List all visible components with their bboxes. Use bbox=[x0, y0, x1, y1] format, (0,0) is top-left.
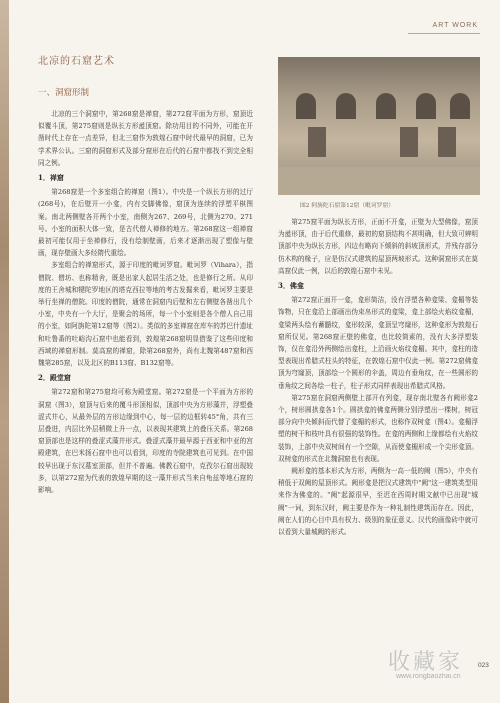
photo-arch bbox=[376, 93, 396, 119]
photo-arch bbox=[296, 93, 316, 119]
paragraph: 第275窟平面为纵长方形，正面不开龛，正壁为大型佛像，窟顶为盝形顶，由于后代重修，最初的窟顶结构不甚明确，但大致可辨明顶部中央为纵长方形，四边有略向下倾斜的斜坡顶形式，并残存部分仿木构的椽子，应是仿汉式建筑的屋顶两坡形式。这种洞窟形式在莫高窟仅此一例，以后的敦煌石窟中未见。 bbox=[278, 218, 478, 275]
paragraph: 多室组合的禅窟形式，源于印度的毗诃罗窟。毗诃罗（Vihara），指僧院、僧坊、也称精舍，既是出家人起居生活之处，也是修行之所。从印度的王舍城和犍陀罗地区的塔克西拉等地的考古发掘来看，毗诃罗主要是举行坐禅的僧院。印度的僧院，通常在洞窟内后壁和左右侧壁各凿出几个小室，中央有一个大厅，是聚会的场所，每一个小室则是各个僧人自己用的小室，如阿旃陀第12窟等（图2）。类似的多室禅窟在库车的苏巴什遗址和吐鲁番的吐峪沟石窟中也能看到，敦煌第268窟明显借鉴了这些印度和西域的禅窟形制。莫高窟的禅窟，除第268窟外，尚有北魏第487窟和西魏第285窟，以及北区的B113窟、B132窟等。 bbox=[38, 261, 253, 368]
subheading-niche: 3．佛龛 bbox=[278, 281, 304, 291]
photo-arch bbox=[450, 93, 470, 119]
photo-arch bbox=[336, 93, 356, 119]
left-column bbox=[38, 108, 253, 496]
watermark-url: www.rongbaozhai.cn bbox=[396, 673, 461, 680]
paragraph: 第272窟和第275窟均可称为殿堂窟。第272窟是一个平面为方形的洞窟（图3），窟顶与后来的覆斗形顶相似，顶部中央为方形藻井，浮塑叠涩式井心，从最外层的方形边缘到中心，每一层的边框转45°角，共有三层叠进，内层比外层稍微上升一点，以表现其建筑上的叠压关系。第268窟顶部也是这样的叠涩式藻井形式。叠涩式藻井最早源于西亚和中亚的宫殿建筑，在巴米扬石窟中也可以看到，印度的寺院建筑也可见到。在中国较早出现于东汉墓室顶部，但并不普遍。佛教石窟中，克孜尔石窟出现较多，以第272窟为代表的敦煌早期的这一藻井形式当来自龟兹等地石窟的影响。 bbox=[38, 388, 253, 495]
photo-niche bbox=[400, 127, 418, 157]
paragraph: 阙形龛的基本形式为方形，两侧为一高一低的阙（图5），中央有稍低于双阙的屋顶形式。阙形龛是把汉式建筑中"阙"这一建筑类型用来作为佛龛的。"阙"起源很早，至迟在西周时期文献中已出现"城阙"一词，到东汉时，阙主要是作为一种礼制性建筑而存在。因此，阙在人们的心目中具有权力、级别的象征意义。汉代的画像砖中就可以看到大量城阙的形式。 bbox=[278, 467, 478, 537]
cave-photo bbox=[278, 57, 480, 195]
subheading-chan-cave: 1．禅窟 bbox=[38, 173, 64, 183]
paragraph: 第268窟是一个多室组合的禅窟（图1）。中央是一个纵长方形的过厅(268号)，在后壁开一小龛，内有交脚佛像，窟顶为连续的浮塑平棋图案。南北两侧壁各开两个小室，南侧为267、269号，北侧为270、271号。小室的面积大体一致，是古代僧人禅修的地方。第268窟这一组禅窟最初可能仅用于坐禅修行，没有绘制壁画，后来才逐渐出现了塑像与壁画，现存壁画大多经隋代重绘。 bbox=[38, 188, 253, 258]
section-heading: 一、洞窟形制 bbox=[38, 88, 90, 98]
article-title: 北凉的石窟艺术 bbox=[38, 56, 115, 67]
photo-arch bbox=[416, 93, 436, 119]
paragraph: 第275窟在洞窟两侧壁上部开有列龛，现存南北壁各有阙形龛2个，树形圆拱龛各1个。圆拱龛的佛龛两侧分别浮塑出一棵树，树冠部分向中央倾斜而代替了龛楣的形式，也称作双树龛（图4）。龛楣浮塑的树干和枝叶具有很强的装饰性。在龛的两侧和上缘都绘有火焰纹装饰，上部中央双树间有一个空隙，从而使龛楣形成一个尖形龛顶。双树龛的形式在北魏洞窟也有表现。 bbox=[278, 393, 478, 463]
photo-floor bbox=[278, 167, 480, 195]
photo-caption: 图2 阿旃陀石窟第12窟（毗诃罗窟） bbox=[300, 203, 395, 209]
paragraph: 第272窟正面开一龛，龛形简洁，没有浮塑各种龛梁、龛楣等装饰物，只在龛沿上部画出伪束帛形式的龛梁，龛上部绘火焰纹龛楣，龛梁两头绘有蓄髓纹，龛形较深，龛顶呈穹窿形，这种龛形为敦煌石窟所仅见。第268窟正壁的佛龛，也比较简素的，没有大多浮塑装饰，仅在龛沿外两侧绘出龛柱，上沿画火焰纹龛楣。其中，龛柱的造型表现出希腊式柱头的特征，在敦煌石窟中仅此一例。第272窟佛龛顶为穹窿顶，顶部绘一个圆形的伞盖，周边有垂角纹，在一些圆形的垂角纹之间各绘一柱子，柱子形式同样表现出希腊式风格。 bbox=[278, 296, 478, 390]
right-column bbox=[278, 216, 478, 538]
paragraph: 北凉的三个洞窟中，第268窟是禅窟，第272窟平面为方形，窟顶近似覆斗顶，第275窟则是纵长方形盝顶窟。除功用目的不同外，可能在开凿时代上存在一点差异，但北三窟作为敦煌石窟中时代最早的洞窟，已为学术界公认。三窟的洞窟形式及部分窟形在后代的石窟中都找不到完全相同之例。 bbox=[38, 110, 253, 167]
header-rule bbox=[408, 33, 480, 34]
decorative-left-strip bbox=[0, 0, 9, 703]
header-label: ART WORK bbox=[432, 22, 478, 29]
page-number: 023 bbox=[478, 662, 489, 669]
watermark-logo: 收藏家 bbox=[388, 650, 464, 675]
subheading-hall-cave: 2．殿堂窟 bbox=[38, 373, 71, 383]
photo-niche bbox=[308, 127, 326, 157]
photo-niche bbox=[438, 127, 456, 157]
